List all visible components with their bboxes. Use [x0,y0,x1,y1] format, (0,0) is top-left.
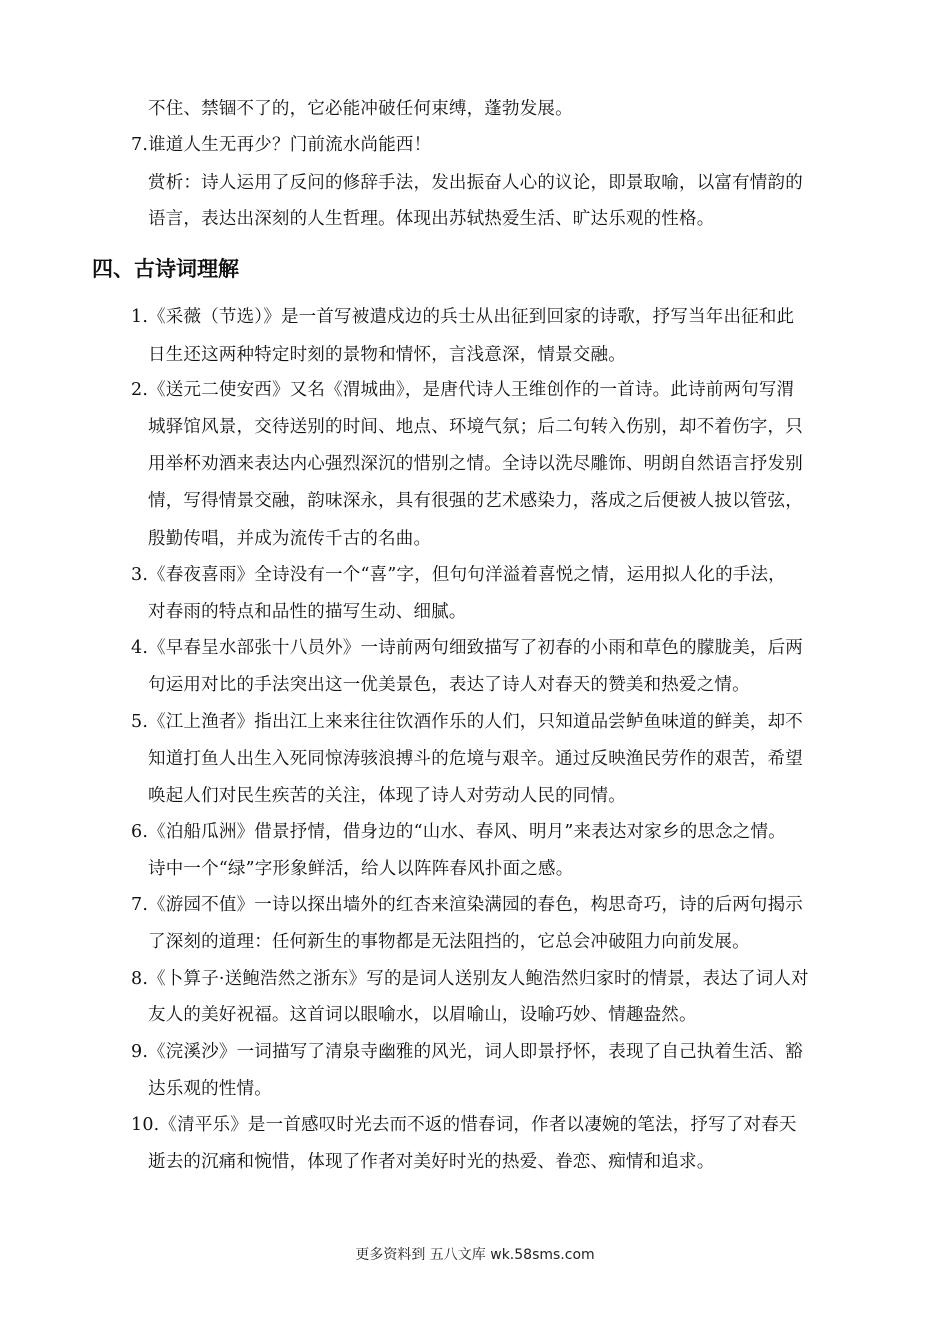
list-item-line: 1.《采薇（节选）》是一首写被遣戍边的兵士从出征到回家的诗歌，抒写当年出征和此 [131,307,795,327]
list-item-line: 10.《清平乐》是一首感叹时光去而不返的惜春词，作者以凄婉的笔法，抒写了对春天 [131,1115,797,1135]
footer-watermark: 更多资料到 五八文库 wk.58sms.com [355,1247,595,1263]
list-item-line: 4.《早春呈水部张十八员外》一诗前两句细致描写了初春的小雨和草色的朦胧美，后两 [131,638,803,658]
list-item-line: 殷勤传唱，并成为流传千古的名曲。 [148,529,432,549]
list-item-line: 情，写得情景交融，韵味深永，具有很强的艺术感染力，落成之后便被人披以管弦， [148,491,803,511]
list-item-line: 9.《浣溪沙》一词描写了清泉寺幽雅的风光，词人即景抒怀，表现了自己执着生活、豁 [131,1042,803,1062]
list-item-line: 了深刻的道理：任何新生的事物都是无法阻挡的，它总会冲破阻力向前发展。 [148,932,750,952]
continuation-line: 不住、禁锢不了的，它必能冲破任何束缚，蓬勃发展。 [148,99,573,119]
list-item-line: 友人的美好祝福。这首词以眼喻水，以眉喻山，设喻巧妙、情趣盎然。 [148,1005,697,1025]
list-item-line: 句运用对比的手法突出这一优美景色，表达了诗人对春天的赞美和热爱之情。 [148,675,750,695]
list-item-line: 唤起人们对民生疾苦的关注，体现了诗人对劳动人民的同情。 [148,786,626,806]
list-item-line: 5.《江上渔者》指出江上来来往往饮酒作乐的人们，只知道品尝鲈鱼味道的鲜美，却不 [131,712,803,732]
list-item-line: 逝去的沉痛和惋惜，体现了作者对美好时光的热爱、眷恋、痴情和追求。 [148,1152,715,1172]
appreciation-line: 赏析：诗人运用了反问的修辞手法，发出振奋人心的议论，即景取喻，以富有情韵的 [148,173,803,193]
list-item-line: 城驿馆风景，交待送别的时间、地点、环境气氛；后二句转入伤别，却不着伤字，只 [148,417,803,437]
list-item-line: 达乐观的性情。 [148,1079,272,1099]
list-item-line: 7.《游园不值》一诗以探出墙外的红杏来渲染满园的春色，构思奇巧，诗的后两句揭示 [131,895,803,915]
section-heading: 四、古诗词理解 [92,257,239,281]
list-item-line: 用举杯劝酒来表达内心强烈深沉的惜别之情。全诗以洗尽雕饰、明朗自然语言抒发别 [148,454,803,474]
list-item-line: 诗中一个“绿”字形象鲜活，给人以阵阵春风扑面之感。 [148,859,574,879]
list-item-line: 对春雨的特点和品性的描写生动、细腻。 [148,602,467,622]
list-item-line: 2.《送元二使安西》又名《渭城曲》，是唐代诗人王维创作的一首诗。此诗前两句写渭 [131,380,795,400]
list-item-line: 知道打鱼人出生入死同惊涛骇浪搏斗的危境与艰辛。通过反映渔民劳作的艰苦，希望 [148,749,803,769]
list-item-line: 8.《卜算子·送鲍浩然之浙东》写的是词人送别友人鲍浩然归家时的情景，表达了词人对 [131,969,809,989]
list-item-line: 3.《春夜喜雨》全诗没有一个“喜”字，但句句洋溢着喜悦之情，运用拟人化的手法， [131,565,786,585]
list-item-line: 日生还这两种特定时刻的景物和情怀，言浅意深，情景交融。 [148,345,626,365]
poem-quote-7: 7.谁道人生无再少？门前流水尚能西！ [131,135,432,155]
appreciation-line: 语言，表达出深刻的人生哲理。体现出苏轼热爱生活、旷达乐观的性格。 [148,209,715,229]
list-item-line: 6.《泊船瓜洲》借景抒情，借身边的“山水、春风、明月”来表达对家乡的思念之情。 [131,822,786,842]
